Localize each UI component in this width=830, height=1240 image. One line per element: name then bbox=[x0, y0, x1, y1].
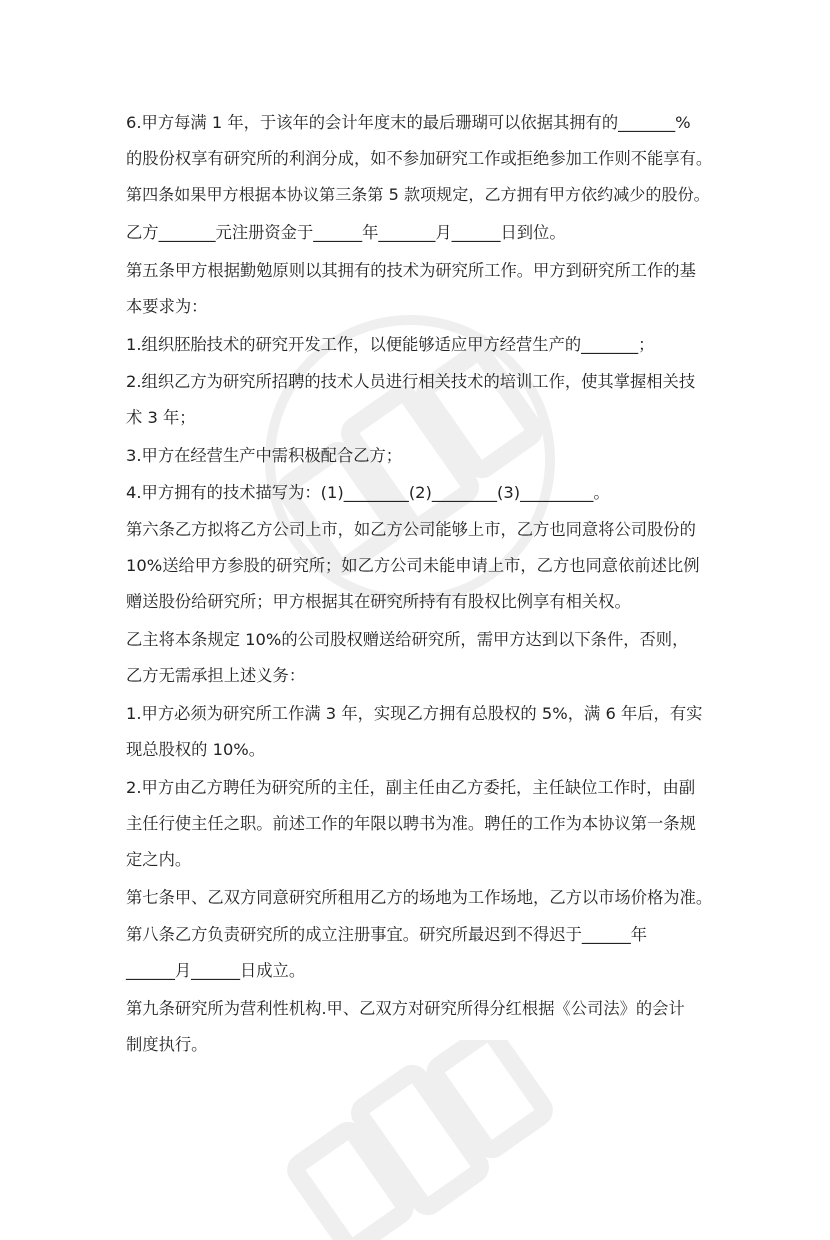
text-line: 的股份权享有研究所的利润分成，如不参加研究工作或拒绝参加工作则不能享有。 bbox=[126, 149, 713, 168]
text-line: 乙主将本条规定 10%的公司股权赠送给研究所，需甲方达到以下条件，否则， bbox=[126, 630, 689, 649]
text-line: 第七条甲、乙双方同意研究所租用乙方的场地为工作场地，乙方以市场价格为准。 bbox=[126, 888, 713, 907]
text-line: 乙方无需承担上述义务： bbox=[126, 666, 306, 685]
text-line: 第九条研究所为营利性机构.甲、乙双方对研究所得分红根据《公司法》的会计 bbox=[126, 999, 685, 1018]
text-line: 3.甲方在经营生产中需积极配合乙方； bbox=[126, 446, 403, 465]
text-line: 1.甲方必须为研究所工作满 3 年，实现乙方拥有总股权的 5%，满 6 年后，有实 bbox=[126, 704, 703, 723]
text-line: 赠送股份给研究所；甲方根据其在研究所持有有股权比例享有相关权。 bbox=[126, 592, 631, 611]
text-line: 第六条乙方拟将乙方公司上市，如乙方公司能够上市，乙方也同意将公司股份的 bbox=[126, 520, 696, 539]
text-line: 本要求为： bbox=[126, 297, 208, 316]
text-line: 6.甲方每满 1 年，于该年的会计年度末的最后珊瑚可以依据其拥有的_______% bbox=[126, 113, 691, 132]
text-line: 术 3 年； bbox=[126, 408, 196, 427]
text-line: 1.组织胚胎技术的研究开发工作，以便能够适应甲方经营生产的_______； bbox=[126, 335, 655, 354]
text-line: 4.甲方拥有的技术描写为：(1)________(2)________(3)_________。 bbox=[126, 483, 610, 502]
text-line: 2.组织乙方为研究所招聘的技术人员进行相关技术的培训工作，使其掌握相关技 bbox=[126, 372, 696, 391]
text-line: 第五条甲方根据勤勉原则以其拥有的技术为研究所工作。甲方到研究所工作的基 bbox=[126, 261, 696, 280]
text-line: 乙方_______元注册资金于______年_______月______日到位。 bbox=[126, 223, 566, 242]
text-line: 10%送给甲方参股的研究所；如乙方公司未能申请上市，乙方也同意依前述比例 bbox=[126, 556, 700, 575]
text-line: 第四条如果甲方根据本协议第三条第 5 款项规定，乙方拥有甲方依约减少的股份。 bbox=[126, 185, 710, 204]
text-line: 2.甲方由乙方聘任为研究所的主任，副主任由乙方委托，主任缺位工作时，由副 bbox=[126, 778, 696, 797]
text-line: ______月______日成立。 bbox=[126, 961, 306, 980]
text-line: 制度执行。 bbox=[126, 1035, 208, 1054]
text-line: 第八条乙方负责研究所的成立注册事宜。研究所最迟到不得迟于______年 bbox=[126, 925, 648, 944]
text-line: 主任行使主任之职。前述工作的年限以聘书为准。聘任的工作为本协议第一条规 bbox=[126, 814, 696, 833]
text-line: 定之内。 bbox=[126, 850, 192, 869]
watermark-logo-icon bbox=[260, 1040, 580, 1240]
text-line: 现总股权的 10%。 bbox=[126, 740, 266, 759]
